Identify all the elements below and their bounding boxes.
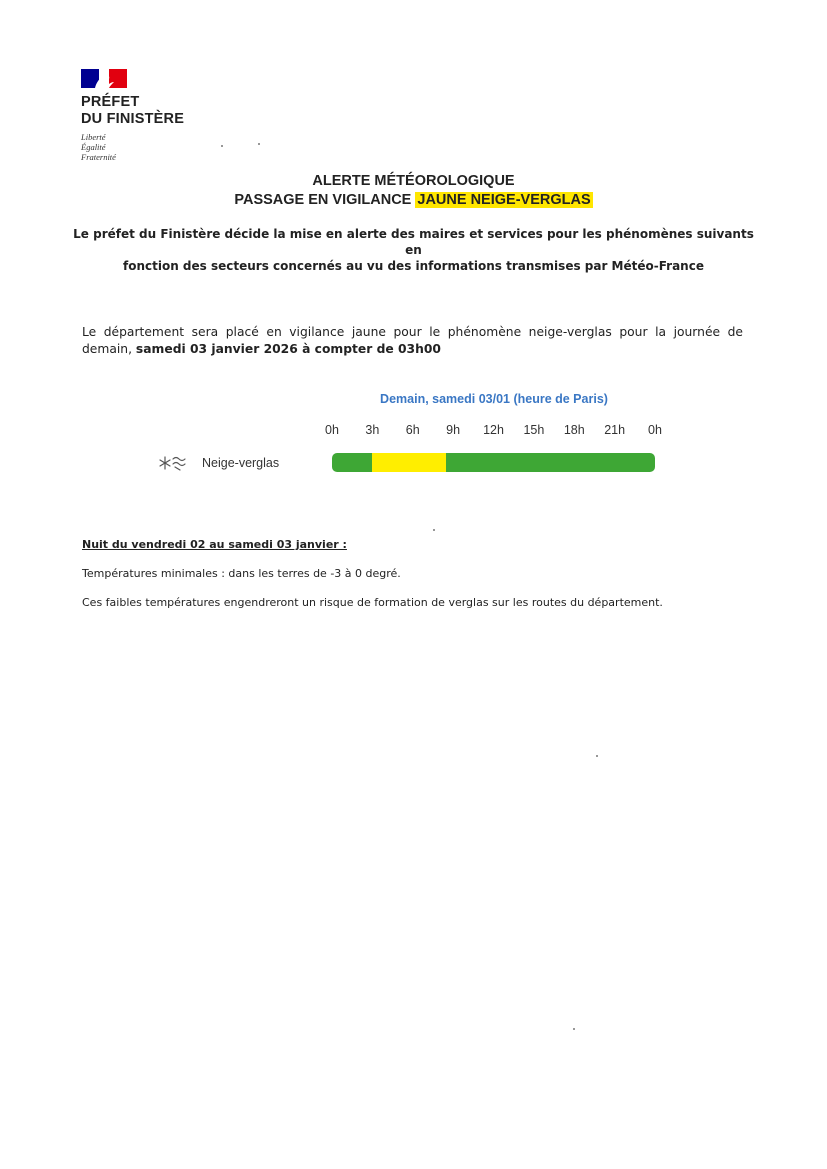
republique-marianne-flag-icon	[81, 69, 127, 88]
intro-line1: Le préfet du Finistère décide la mise en alerte des maires et services pour les phénomènes suivants en	[73, 227, 754, 257]
alert-title-line1: ALERTE MÉTÉOROLOGIQUE	[312, 173, 515, 189]
vigilance-timeline-header: Demain, samedi 03/01 (heure de Paris)	[380, 392, 608, 406]
vigilance-segment-green	[446, 453, 655, 472]
department-title: DU FINISTÈRE	[81, 111, 185, 127]
intro-paragraph	[70, 226, 757, 274]
scan-speck	[258, 143, 260, 145]
announcement-paragraph	[82, 324, 743, 358]
motto-fraternite: Fraternité	[81, 152, 116, 162]
announcement-text: Le département sera placé en vigilance jaune pour le phénomène neige-verglas pour la journée de demain,	[82, 325, 743, 356]
hour-tick-label: 18h	[563, 423, 585, 437]
temperatures-line: Températures minimales : dans les terres de -3 à 0 degré.	[82, 567, 401, 580]
hour-tick-label: 21h	[604, 423, 626, 437]
vigilance-segment-green	[332, 453, 372, 472]
hour-tick-label: 0h	[648, 423, 662, 437]
hour-tick-label: 3h	[365, 423, 380, 437]
vigilance-bar	[332, 453, 655, 472]
section-title: Nuit du vendredi 02 au samedi 03 janvier :	[82, 538, 347, 551]
motto-egalite: Égalité	[81, 142, 106, 152]
hour-scale	[0, 423, 827, 441]
hour-tick-label: 15h	[523, 423, 545, 437]
alert-title-prefix: PASSAGE EN VIGILANCE	[234, 192, 416, 208]
hour-tick-label: 0h	[325, 423, 339, 437]
announcement-date: samedi 03 janvier 2026 à compter de 03h00	[135, 342, 441, 356]
scan-speck	[573, 1028, 575, 1030]
risk-line: Ces faibles températures engendreront un risque de formation de verglas sur les routes du département.	[82, 596, 663, 609]
hour-tick-label: 9h	[446, 423, 461, 437]
hour-tick-label: 12h	[483, 423, 504, 437]
scan-speck	[596, 755, 598, 757]
scan-speck	[221, 145, 223, 147]
vigilance-segment-yellow	[372, 453, 446, 472]
scan-speck	[433, 529, 435, 531]
alert-title	[0, 172, 827, 210]
snow-ice-icon	[158, 455, 188, 471]
alert-title-line2	[0, 191, 827, 210]
prefet-title: PRÉFET	[81, 94, 140, 110]
intro-line2: fonction des secteurs concernés au vu des informations transmises par Météo-France	[123, 259, 704, 273]
prefecture-logo	[81, 69, 184, 162]
hour-tick-label: 6h	[405, 423, 420, 437]
republic-motto	[81, 132, 184, 162]
alert-level-highlight: JAUNE NEIGE-VERGLAS	[417, 192, 591, 208]
motto-liberte: Liberté	[81, 132, 106, 142]
phenomenon-label: Neige-verglas	[202, 456, 280, 470]
